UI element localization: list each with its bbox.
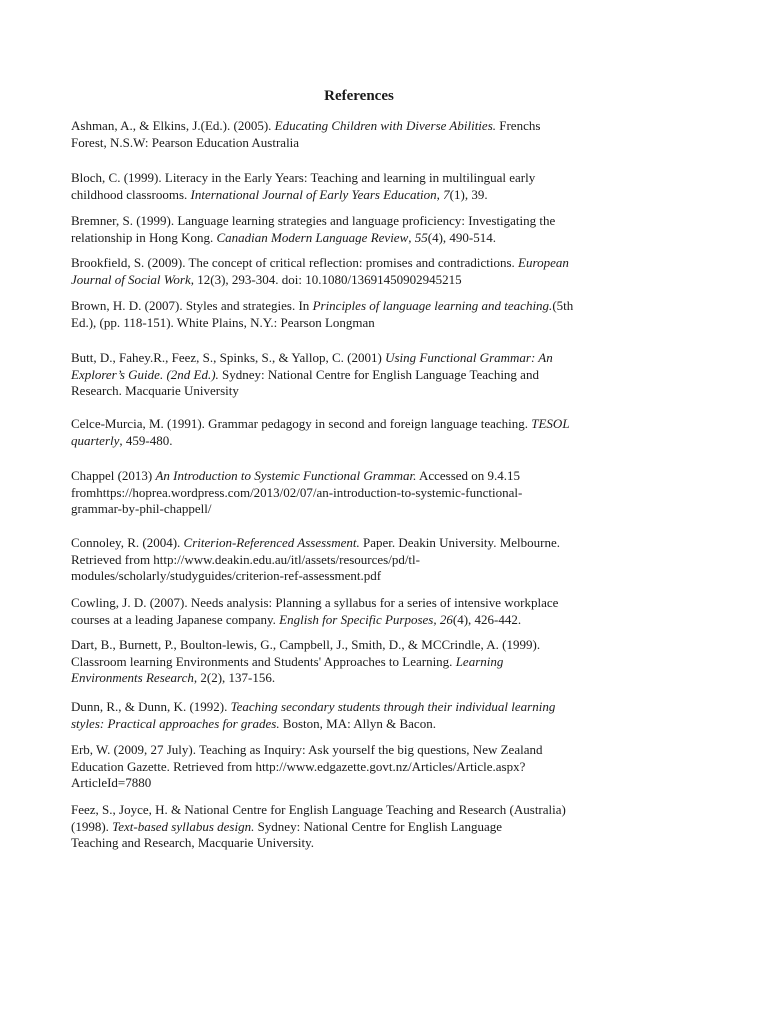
reference-text: (1), 39. <box>449 186 488 202</box>
reference-entry <box>71 350 738 400</box>
reference-text: (4), 426-442. <box>452 611 522 627</box>
reference-entry <box>71 595 738 628</box>
reference-text: (1998). <box>71 818 113 834</box>
reference-italic-text: Teaching secondary students through their individual learning <box>230 699 556 714</box>
reference-text: Dunn, R., & Dunn, K. (1992). <box>71 699 231 714</box>
reference-line <box>71 383 738 400</box>
reference-italic-text: 55 <box>414 229 428 245</box>
reference-line <box>71 611 738 629</box>
reference-line <box>71 802 738 819</box>
reference-line <box>71 350 738 367</box>
reference-line <box>71 366 738 384</box>
reference-text: , <box>408 229 415 245</box>
reference-line <box>71 775 738 792</box>
reference-entry <box>71 416 738 449</box>
reference-text: Forest, N.S.W: Pearson Education Australia <box>71 134 300 150</box>
reference-text: relationship in Hong Kong. <box>71 229 217 245</box>
reference-text: Sydney: National Centre for English Language <box>254 818 502 834</box>
reference-text: (5th <box>552 298 574 313</box>
reference-entry <box>71 637 738 687</box>
reference-text: Retrieved from http://www.deakin.edu.au/itl/assets/resources/pd/tl- <box>71 551 420 567</box>
reference-line <box>71 468 738 485</box>
reference-text: Celce-Murcia, M. (1991). Grammar pedagogy in second and foreign language teaching. <box>71 416 532 431</box>
reference-italic-text: Educating Children with Diverse Abilities. <box>274 118 496 133</box>
reference-line <box>71 170 738 187</box>
reference-line <box>71 255 738 272</box>
reference-line <box>71 835 738 852</box>
reference-line <box>71 416 738 433</box>
reference-italic-text: Explorer’s Guide. (2nd Ed.). <box>71 366 219 382</box>
reference-italic-text: Journal of Social Work, <box>71 271 195 287</box>
reference-line <box>71 134 738 152</box>
reference-text: Bremner, S. (1999). Language learning strategies and language proficiency: Investigating the <box>71 213 556 228</box>
reference-text: Frenchs <box>496 118 541 133</box>
reference-entry <box>71 742 738 792</box>
reference-line <box>71 501 738 518</box>
reference-text: Dart, B., Burnett, P., Boulton-lewis, G., Campbell, J., Smith, D., & MCCrindle, A. (1999). <box>71 637 541 652</box>
reference-entry <box>71 802 738 852</box>
reference-text: Education Gazette. Retrieved from http://www.edgazette.govt.nz/Articles/Article.aspx? <box>71 758 526 774</box>
reference-text: (4), 490-514. <box>427 229 496 245</box>
reference-italic-text: Text-based syllabus design. <box>112 818 255 834</box>
reference-line <box>71 535 738 552</box>
reference-text: Ashman, A., & Elkins, J.(Ed.). (2005). <box>71 118 275 133</box>
reference-italic-text: English for Specific Purposes, 26 <box>279 611 453 627</box>
reference-italic-text: International Journal of Early Years Education, 7 <box>190 186 450 202</box>
reference-text: fromhttps://hoprea.wordpress.com/2013/02/07/an-introduction-to-systemic-functional- <box>71 484 523 500</box>
reference-line <box>71 271 738 289</box>
reference-line <box>71 742 738 759</box>
reference-text: courses at a leading Japanese company. <box>71 611 280 627</box>
reference-text: Paper. Deakin University. Melbourne. <box>359 535 560 550</box>
reference-italic-text: quarterly <box>71 432 120 448</box>
reference-line <box>71 484 738 502</box>
reference-text: Boston, MA: Allyn & Bacon. <box>279 715 436 731</box>
reference-text: , 459-480. <box>119 432 173 448</box>
reference-italic-text: Learning <box>455 653 504 669</box>
reference-entry <box>71 468 738 518</box>
reference-text: Accessed on 9.4.15 <box>416 468 521 483</box>
reference-italic-text: Environments Research <box>71 670 194 686</box>
reference-text: grammar-by-phil-chappell/ <box>71 501 212 517</box>
reference-entry <box>71 535 738 585</box>
reference-line <box>71 653 738 671</box>
reference-text: 12(3), 293-304. doi: 10.1080/13691450902945215 <box>194 271 462 287</box>
reference-entry <box>71 699 738 732</box>
reference-line <box>71 551 738 569</box>
reference-text: Cowling, J. D. (2007). Needs analysis: Planning a syllabus for a series of intensive workplace <box>71 595 559 610</box>
reference-entry <box>71 170 738 203</box>
reference-text: Ed.), (pp. 118-151). White Plains, N.Y.: Pearson Longman <box>71 314 375 330</box>
reference-line <box>71 637 738 654</box>
reference-line <box>71 314 738 332</box>
reference-italic-text: An Introduction to Systemic Functional Grammar. <box>155 468 417 483</box>
reference-text: Research. Macquarie University <box>71 383 239 399</box>
reference-text: Teaching and Research, Macquarie University. <box>71 835 314 851</box>
reference-line <box>71 715 738 733</box>
reference-text: Sydney: National Centre for English Language Teaching and <box>218 366 539 382</box>
reference-italic-text: Principles of language learning and teaching. <box>312 298 553 313</box>
reference-italic-text: Canadian Modern Language Review <box>216 229 409 245</box>
reference-text: Erb, W. (2009, 27 July). Teaching as Inquiry: Ask yourself the big questions, New Zealand <box>71 742 543 757</box>
reference-line <box>71 818 738 836</box>
reference-line <box>71 432 738 450</box>
reference-italic-text: styles: Practical approaches for grades. <box>71 715 280 731</box>
reference-entry <box>71 255 738 288</box>
reference-line <box>71 229 738 247</box>
reference-text: ArticleId=7880 <box>71 775 152 791</box>
reference-italic-text: European <box>518 255 569 270</box>
reference-line <box>71 186 738 204</box>
reference-line <box>71 298 738 315</box>
reference-text: Butt, D., Fahey.R., Feez, S., Spinks, S., & Yallop, C. (2001) <box>71 350 386 365</box>
reference-text: , 2(2), 137-156. <box>193 670 276 686</box>
reference-text: Feez, S., Joyce, H. & National Centre for English Language Teaching and Research (Australia) <box>71 802 566 817</box>
reference-text: childhood classrooms. <box>71 186 191 202</box>
reference-italic-text: TESOL <box>531 416 570 431</box>
reference-text: Classroom learning Environments and Students' Approaches to Learning. <box>71 653 456 669</box>
reference-entry <box>71 298 738 331</box>
reference-line <box>71 699 738 716</box>
reference-line <box>71 595 738 612</box>
reference-text: Bloch, C. (1999). Literacy in the Early Years: Teaching and learning in multilingual early <box>71 170 536 185</box>
reference-line <box>71 118 738 135</box>
reference-entry <box>71 118 738 151</box>
reference-italic-text: Criterion-Referenced Assessment. <box>183 535 360 550</box>
reference-text: modules/scholarly/studyguides/criterion-ref-assessment.pdf <box>71 568 382 584</box>
reference-text: Chappel (2013) <box>71 468 156 483</box>
reference-text: Brookfield, S. (2009). The concept of critical reflection: promises and contradictions. <box>71 255 519 270</box>
reference-italic-text: Using Functional Grammar: An <box>385 350 553 365</box>
page-title: References <box>324 88 394 104</box>
reference-line <box>71 670 738 687</box>
reference-entry <box>71 213 738 246</box>
reference-text: Connoley, R. (2004). <box>71 535 184 550</box>
reference-line <box>71 568 738 585</box>
reference-line <box>71 758 738 776</box>
reference-line <box>71 213 738 230</box>
reference-text: Brown, H. D. (2007). Styles and strategies. In <box>71 298 313 313</box>
